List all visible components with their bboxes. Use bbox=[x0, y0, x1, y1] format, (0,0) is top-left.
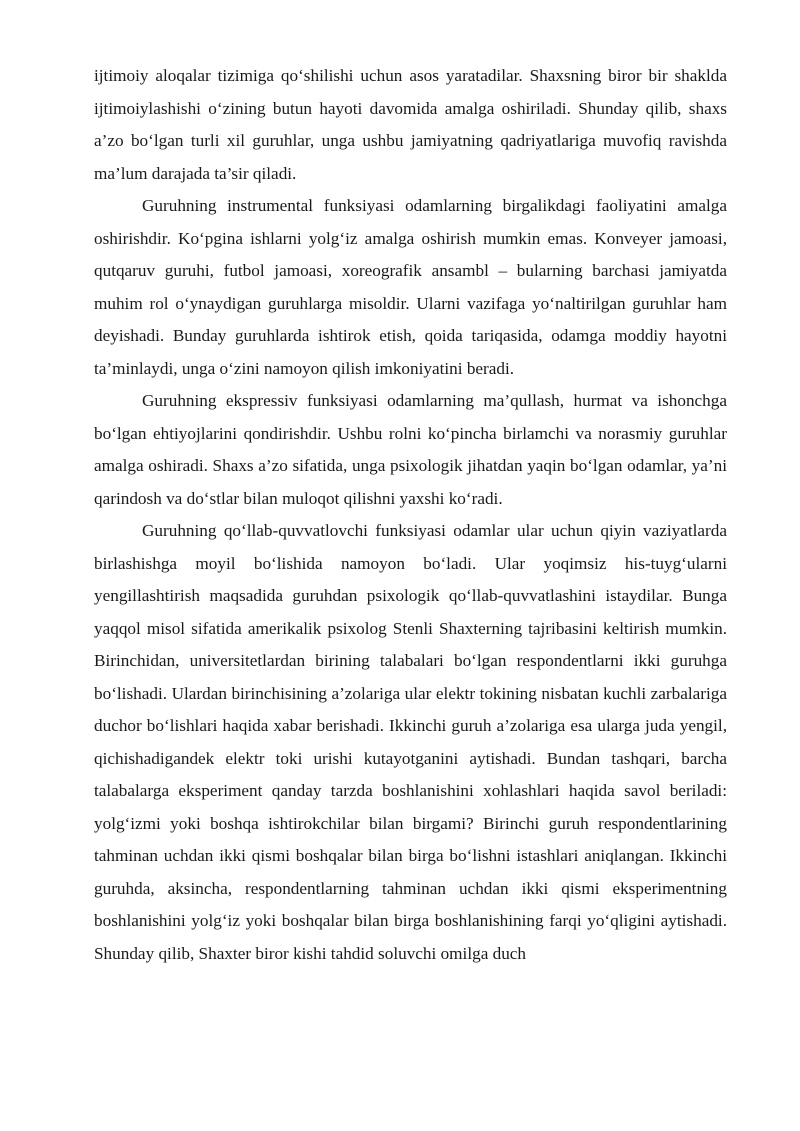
paragraph-expressive-function: Guruhning ekspressiv funksiyasi odamlarning ma’qullash, hurmat va ishonchga bo‘lgan ehtiyojlarini qondirishdir. Ushbu rolni ko‘pincha birlamchi va norasmiy guruhlar amalga oshiradi. Shaxs a’zo sifatida, unga psixologik jihatdan yaqin bo‘lgan odamlar, ya’ni qarindosh va do‘stlar bilan muloqot qilishni yaxshi ko‘radi. bbox=[94, 391, 727, 508]
document-page bbox=[94, 60, 727, 970]
paragraph-supportive-function: Guruhning qo‘llab-quvvatlovchi funksiyasi odamlar ular uchun qiyin vaziyatlarda birlashishga moyil bo‘lishida namoyon bo‘ladi. Ular yoqimsiz his-tuyg‘ularni yengillashtirish maqsadida guruhdan psixologik qo‘llab-quvvatlashini istaydilar. Bunga yaqqol misol sifatida amerikalik psixolog Stenli Shaxterning tajribasini keltirish mumkin. Birinchidan, universitetlardan birining talabalari bo‘lgan respondentlarni ikki guruhga bo‘lishadi. Ulardan birinchisining a’zolariga ular elektr tokining nisbatan kuchli zarbalariga duchor bo‘lishlari haqida xabar berishadi. Ikkinchi guruh a’zolariga esa ularga juda yengil, qichishadigandek elektr toki urishi kutayotganini aytishadi. Bundan tashqari, barcha talabalarga eksperiment qanday tarzda boshlanishini xohlashlari haqida savol beriladi: yolg‘izmi yoki boshqa ishtirokchilar bilan birgami? Birinchi guruh respondentlarining tahminan uchdan ikki qismi boshqalar bilan birga bo‘lishni istashlari aniqlangan. Ikkinchi guruhda, aksincha, respondentlarning tahminan uchdan ikki qismi eksperimentning boshlanishini yolg‘iz yoki boshqalar bilan birga boshlanishining farqi yo‘qligini aytishadi. Shunday qilib, Shaxter biror kishi tahdid soluvchi omilga duch bbox=[94, 521, 727, 963]
paragraph-continuation: ijtimoiy aloqalar tizimiga qo‘shilishi uchun asos yaratadilar. Shaxsning biror bir shaklda ijtimoiylashishi o‘zining butun hayoti davomida amalga oshiriladi. Shunday qilib, shaxs a’zo bo‘lgan turli xil guruhlar, unga ushbu jamiyatning qadriyatlariga muvofiq ravishda ma’lum darajada ta’sir qiladi. bbox=[94, 66, 727, 183]
paragraph-instrumental-function: Guruhning instrumental funksiyasi odamlarning birgalikdagi faoliyatini amalga oshirishdir. Ko‘pgina ishlarni yolg‘iz amalga oshirish mumkin emas. Konveyer jamoasi, qutqaruv guruhi, futbol jamoasi, xoreografik ansambl – bularning barchasi jamiyatda muhim rol o‘ynaydigan guruhlarga misoldir. Ularni vazifaga yo‘naltirilgan guruhlar ham deyishadi. Bunday guruhlarda ishtirok etish, qoida tariqasida, odamga moddiy hayotni ta’minlaydi, unga o‘zini namoyon qilish imkoniyatini beradi. bbox=[94, 196, 727, 378]
